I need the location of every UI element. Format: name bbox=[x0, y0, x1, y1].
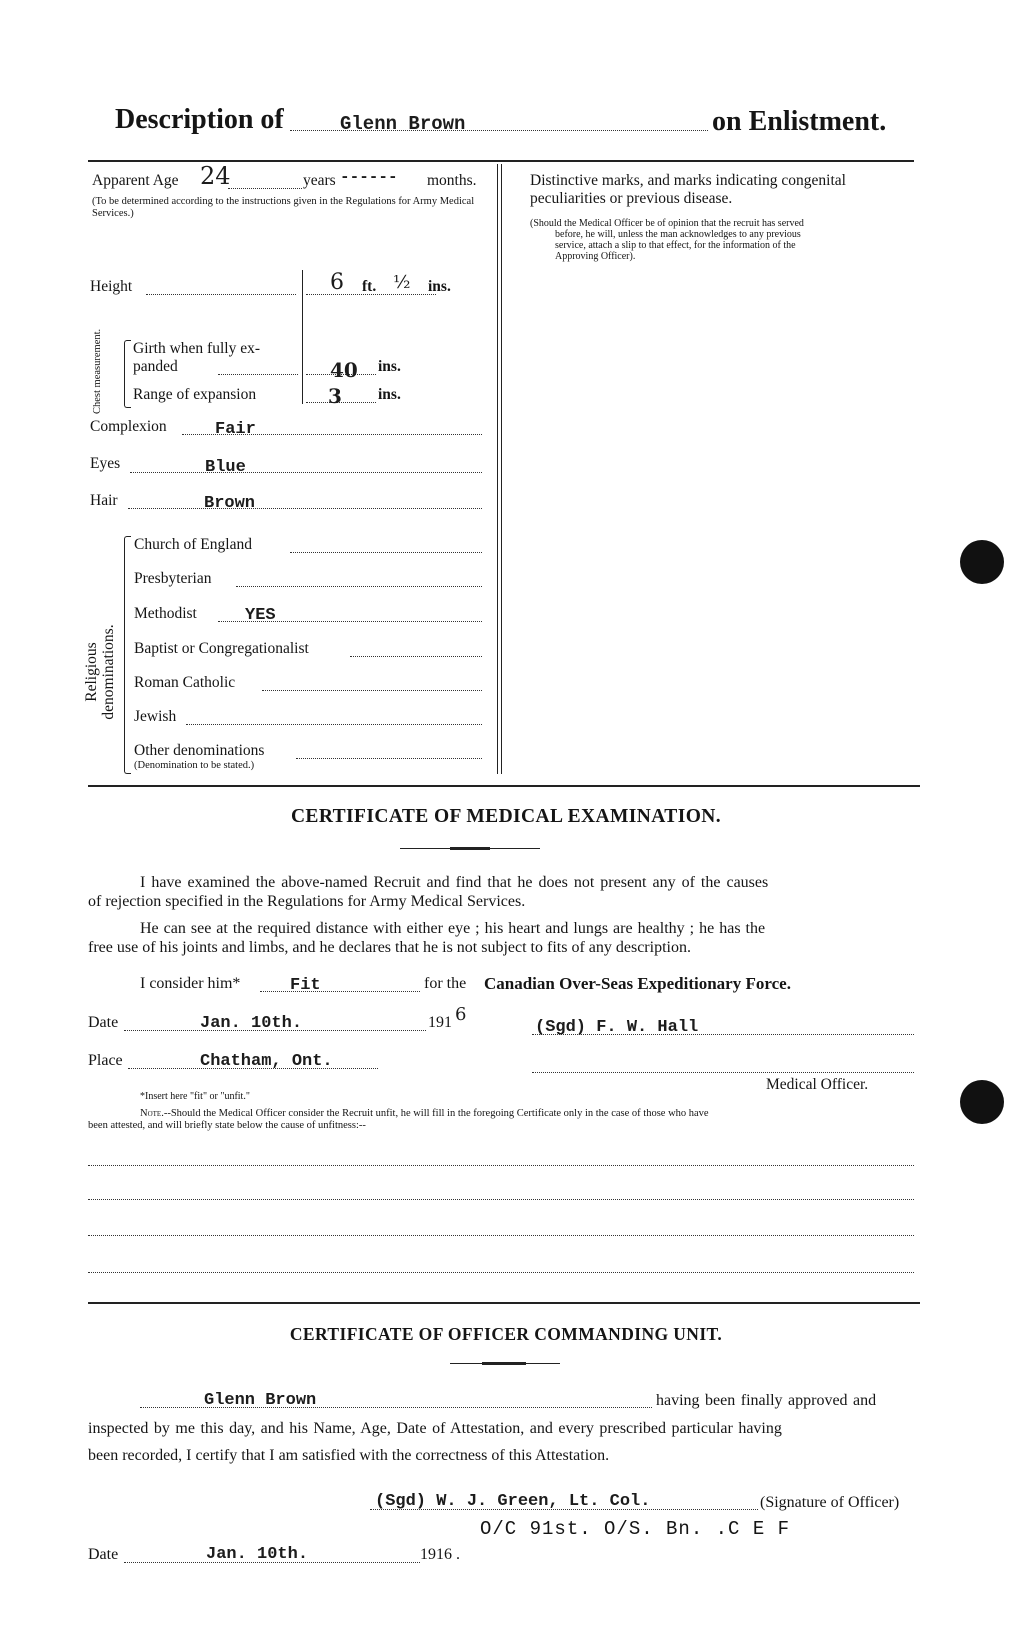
section-rule-2 bbox=[88, 1302, 920, 1304]
consider-label: I consider him* bbox=[140, 975, 241, 992]
marks-note-4: Approving Officer). bbox=[555, 251, 636, 262]
punch-hole-top bbox=[960, 540, 1004, 584]
marks-heading-1: Distinctive marks, and marks indicating congenital bbox=[530, 172, 846, 189]
note-label: Note. bbox=[140, 1108, 164, 1119]
section-rule bbox=[88, 785, 920, 787]
commanding-date-value: Jan. 10th. bbox=[206, 1545, 309, 1564]
eyes-value: Blue bbox=[205, 458, 246, 477]
title-prefix: Description of bbox=[115, 104, 284, 135]
girth-label-1: Girth when fully ex- bbox=[133, 340, 260, 357]
religion-dots-0 bbox=[290, 552, 482, 553]
unfitness-line-4 bbox=[88, 1272, 914, 1273]
unfitness-line-3 bbox=[88, 1235, 914, 1236]
title-suffix: on Enlistment. bbox=[712, 106, 887, 137]
eyes-dots bbox=[130, 472, 482, 473]
consider-dots bbox=[260, 991, 420, 992]
chest-label: Chest measurement. bbox=[92, 328, 103, 414]
religion-dots-5 bbox=[186, 724, 482, 725]
religion-dots-6 bbox=[296, 758, 482, 759]
insert-note: *Insert here "fit" or "unfit." bbox=[140, 1091, 250, 1102]
medical-para2-line2: free use of his joints and limbs, and he declares that he is not subject to fits of any description. bbox=[88, 939, 691, 956]
medical-para1-line2: of rejection specified in the Regulations for Army Medical Services. bbox=[88, 893, 526, 910]
age-note: (To be determined according to the instructions given in the Regulations for Army Medical Services.) bbox=[92, 196, 475, 219]
religion-label: Religious denominations. bbox=[83, 624, 117, 720]
recruit-name: Glenn Brown bbox=[340, 113, 466, 135]
girth-dots bbox=[218, 374, 298, 375]
place-label: Place bbox=[88, 1052, 123, 1069]
unfit-note-line1 bbox=[140, 1108, 709, 1120]
unfitness-line-2 bbox=[88, 1199, 914, 1200]
religion-bracket bbox=[124, 536, 131, 774]
measure-divider bbox=[302, 270, 303, 404]
note-text-1: --Should the Medical Officer consider the Recruit unfit, he will fill in the foregoing Certificate only in the case of those who have bbox=[163, 1108, 709, 1119]
religion-label-0: Church of England bbox=[134, 536, 252, 553]
marks-note-2: before, he will, unless the man acknowledges to any previous bbox=[555, 229, 801, 240]
commanding-unit: O/C 91st. O/S. Bn. .C E F bbox=[480, 1518, 791, 1540]
height-ft-value: 6 bbox=[330, 270, 344, 295]
commanding-year: 1916 . bbox=[420, 1546, 460, 1563]
height-label: Height bbox=[90, 278, 133, 295]
force-label: for the bbox=[424, 975, 467, 992]
girth-ins-label: ins. bbox=[378, 358, 401, 375]
medical-year-prefix: 191 bbox=[428, 1014, 452, 1031]
column-divider-right bbox=[501, 164, 502, 774]
eyes-label: Eyes bbox=[90, 455, 121, 472]
hair-value: Brown bbox=[204, 494, 256, 513]
religion-dots-4 bbox=[262, 690, 482, 691]
unfitness-line-1 bbox=[88, 1165, 914, 1166]
age-label: Apparent Age bbox=[92, 172, 179, 189]
officer-line bbox=[532, 1072, 914, 1073]
consider-value: Fit bbox=[290, 976, 321, 995]
height-dots bbox=[146, 294, 296, 295]
medical-year-suffix: 6 bbox=[455, 1004, 467, 1025]
marks-note-3: service, attach a slip to that effect, for the information of the bbox=[555, 240, 796, 251]
marks-heading-2: peculiarities or previous disease. bbox=[530, 190, 733, 207]
column-divider-left bbox=[497, 164, 498, 774]
hair-dots bbox=[128, 508, 482, 509]
commanding-name: Glenn Brown bbox=[204, 1391, 317, 1410]
medical-officer-label: Medical Officer. bbox=[766, 1076, 869, 1093]
age-value: 24 bbox=[200, 162, 231, 190]
girth-label-2: panded bbox=[133, 358, 178, 375]
commanding-heading: CERTIFICATE OF OFFICER COMMANDING UNIT. bbox=[289, 1324, 723, 1344]
hair-label: Hair bbox=[90, 492, 118, 509]
religion-label-6: Other denominations bbox=[134, 742, 265, 759]
age-dots bbox=[228, 188, 302, 189]
months-label: months. bbox=[427, 172, 477, 189]
chest-bracket bbox=[124, 340, 131, 408]
medical-signature: (Sgd) F. W. Hall bbox=[535, 1018, 699, 1037]
denomination-note: (Denomination to be stated.) bbox=[134, 760, 255, 771]
religion-label-4: Roman Catholic bbox=[134, 674, 236, 691]
religion-label-3: Baptist or Congregationalist bbox=[134, 640, 309, 657]
medical-heading-rule-center bbox=[450, 847, 490, 850]
note-text-2: been attested, and will briefly state below the cause of unfitness:-- bbox=[88, 1120, 366, 1131]
medical-date-value: Jan. 10th. bbox=[200, 1014, 303, 1033]
range-value: 3 bbox=[328, 384, 342, 408]
commanding-date-label: Date bbox=[88, 1546, 119, 1563]
months-value: ------ bbox=[340, 168, 398, 186]
ins-label: ins. bbox=[428, 278, 451, 295]
years-label: years bbox=[303, 172, 336, 189]
religion-label-1: Presbyterian bbox=[134, 570, 212, 587]
commanding-line2: inspected by me this day, and his Name, Age, Date of Attestation, and every prescribed particular having bbox=[88, 1420, 782, 1437]
medical-para1-line1: I have examined the above-named Recruit and find that he does not present any of the causes bbox=[140, 874, 769, 891]
commanding-line1-tail: having been finally approved and bbox=[656, 1392, 877, 1409]
ft-label: ft. bbox=[362, 278, 377, 295]
range-label: Range of expansion bbox=[133, 386, 257, 403]
height-ins-value: ½ bbox=[393, 272, 411, 293]
religion-label-2: Methodist bbox=[134, 605, 197, 622]
marks-note-1: (Should the Medical Officer be of opinion that the recruit has served bbox=[530, 218, 804, 229]
religion-label-5: Jewish bbox=[134, 708, 177, 725]
signature-of-officer-label: (Signature of Officer) bbox=[760, 1494, 900, 1511]
range-ins-label: ins. bbox=[378, 386, 401, 403]
medical-para2-line1: He can see at the required distance with either eye ; his heart and lungs are healthy ; he has the bbox=[140, 920, 766, 937]
medical-heading: CERTIFICATE OF MEDICAL EXAMINATION. bbox=[290, 806, 722, 827]
medical-date-label: Date bbox=[88, 1014, 119, 1031]
complexion-value: Fair bbox=[215, 420, 256, 439]
force-name: Canadian Over-Seas Expeditionary Force. bbox=[484, 974, 791, 993]
girth-value: 40 bbox=[330, 358, 358, 382]
commanding-signature: (Sgd) W. J. Green, Lt. Col. bbox=[375, 1492, 651, 1511]
religion-dots-1 bbox=[236, 586, 482, 587]
religion-dots-3 bbox=[350, 656, 482, 657]
punch-hole-bottom bbox=[960, 1080, 1004, 1124]
place-value: Chatham, Ont. bbox=[200, 1052, 333, 1071]
commanding-line3: been recorded, I certify that I am satisfied with the correctness of this Attestation. bbox=[88, 1447, 610, 1464]
complexion-label: Complexion bbox=[90, 418, 167, 435]
religion-value-2: YES bbox=[245, 606, 276, 625]
commanding-heading-rule-center bbox=[482, 1362, 526, 1365]
